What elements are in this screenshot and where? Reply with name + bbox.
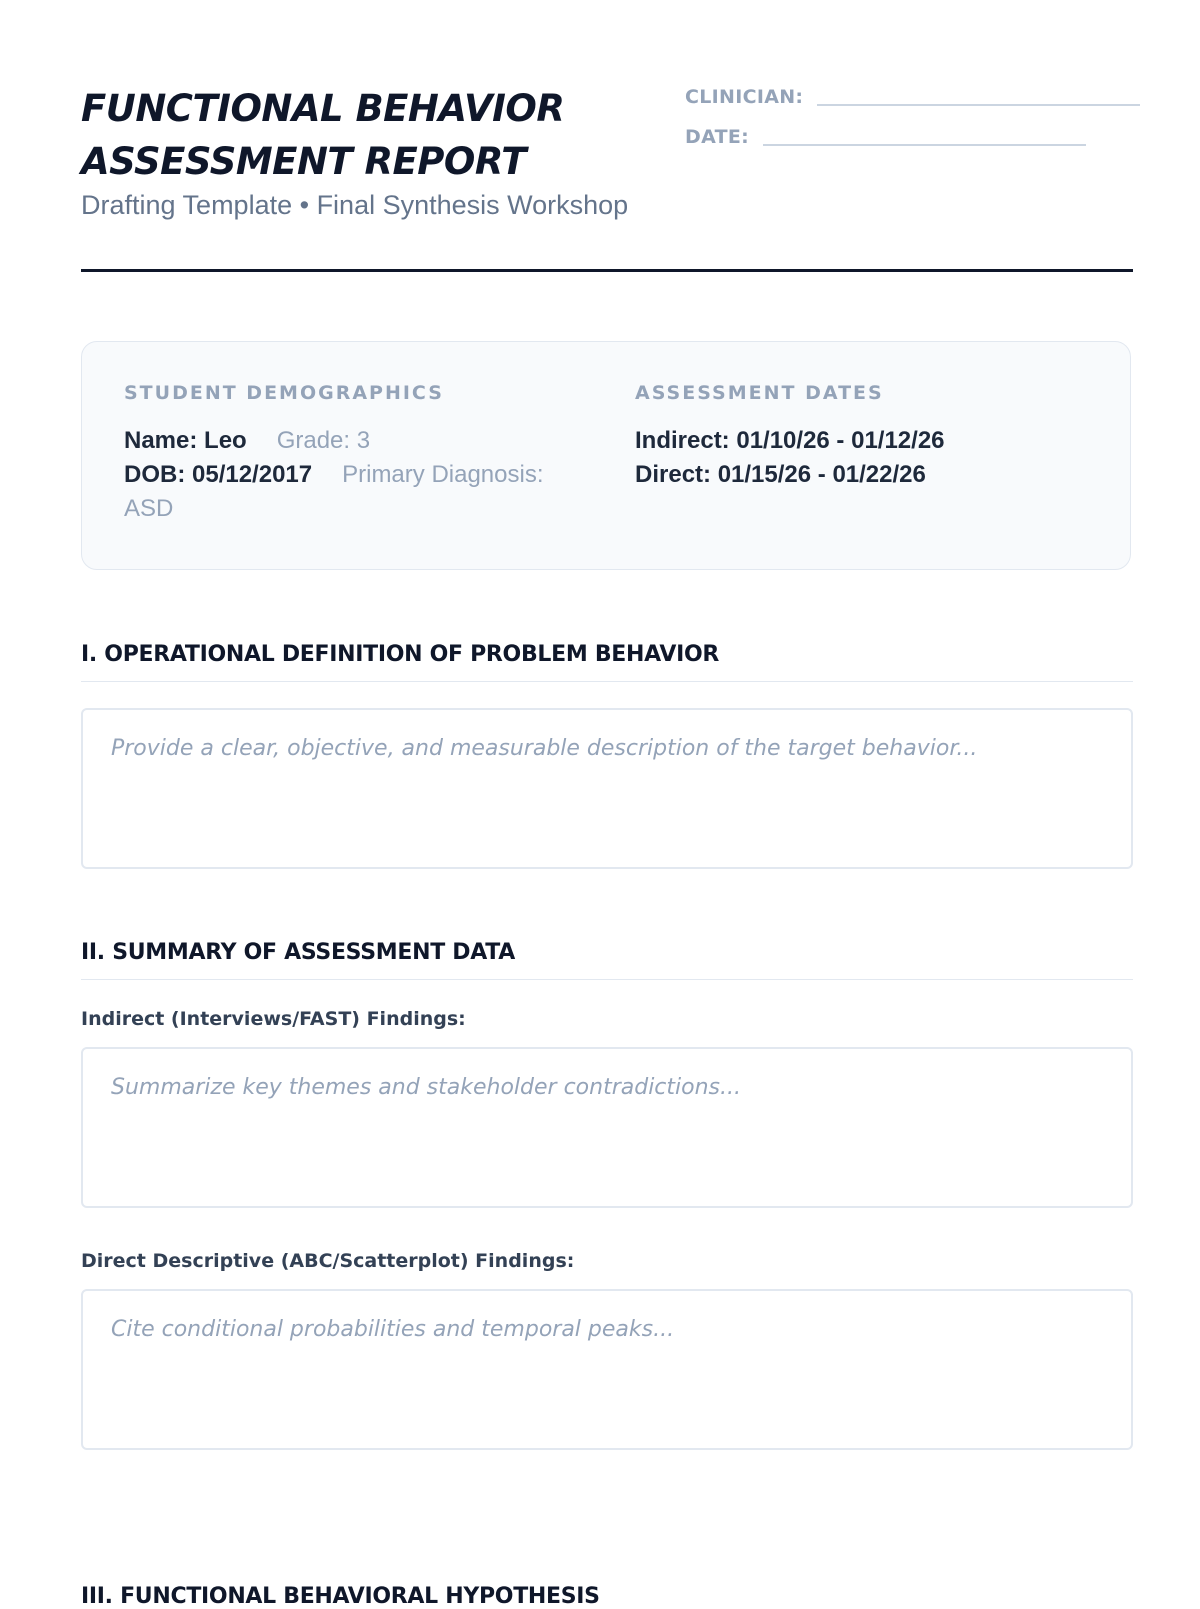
indirect-dates: Indirect: 01/10/26 - 01/12/26 [635,427,945,454]
demographics-text [124,424,584,526]
section-1-rule [81,681,1133,682]
assessment-dates-text [635,424,1095,492]
student-diagnosis: Primary Diagnosis: ASD [124,461,544,522]
report-subtitle: Drafting Template • Final Synthesis Workshop [81,190,629,220]
clinician-label: CLINICIAN: [685,86,804,108]
section-2-title: II. SUMMARY OF ASSESSMENT DATA [81,940,515,965]
indirect-findings-input[interactable]: Summarize key themes and stakeholder contradictions... [81,1047,1133,1208]
student-dob: DOB: 05/12/2017 [124,461,313,488]
clinician-field[interactable] [685,86,1140,108]
info-card [81,341,1131,570]
header-divider [81,269,1133,272]
assessment-dates-column [635,382,1095,492]
direct-findings-label: Direct Descriptive (ABC/Scatterplot) Findings: [81,1250,575,1272]
assessment-dates-heading: ASSESSMENT DATES [635,382,884,404]
indirect-findings-label: Indirect (Interviews/FAST) Findings: [81,1008,466,1030]
clinician-line[interactable] [817,103,1140,106]
operational-definition-input[interactable]: Provide a clear, objective, and measurable description of the target behavior... [81,708,1133,869]
direct-findings-input[interactable]: Cite conditional probabilities and temporal peaks... [81,1289,1133,1450]
report-title: FUNCTIONAL BEHAVIOR ASSESSMENT REPORT [81,87,565,183]
student-grade: Grade: 3 [276,427,371,454]
section-3-title: III. FUNCTIONAL BEHAVIORAL HYPOTHESIS [81,1584,600,1609]
report-page [81,0,1133,1609]
demographics-column [124,382,584,526]
section-1-title: I. OPERATIONAL DEFINITION OF PROBLEM BEHAVIOR [81,642,720,667]
direct-dates: Direct: 01/15/26 - 01/22/26 [635,461,926,488]
student-name: Name: Leo [124,427,247,454]
section-2-rule [81,979,1133,980]
date-field[interactable] [685,126,1086,148]
date-line[interactable] [763,143,1086,146]
demographics-heading: STUDENT DEMOGRAPHICS [124,382,444,404]
date-label: DATE: [685,126,750,148]
